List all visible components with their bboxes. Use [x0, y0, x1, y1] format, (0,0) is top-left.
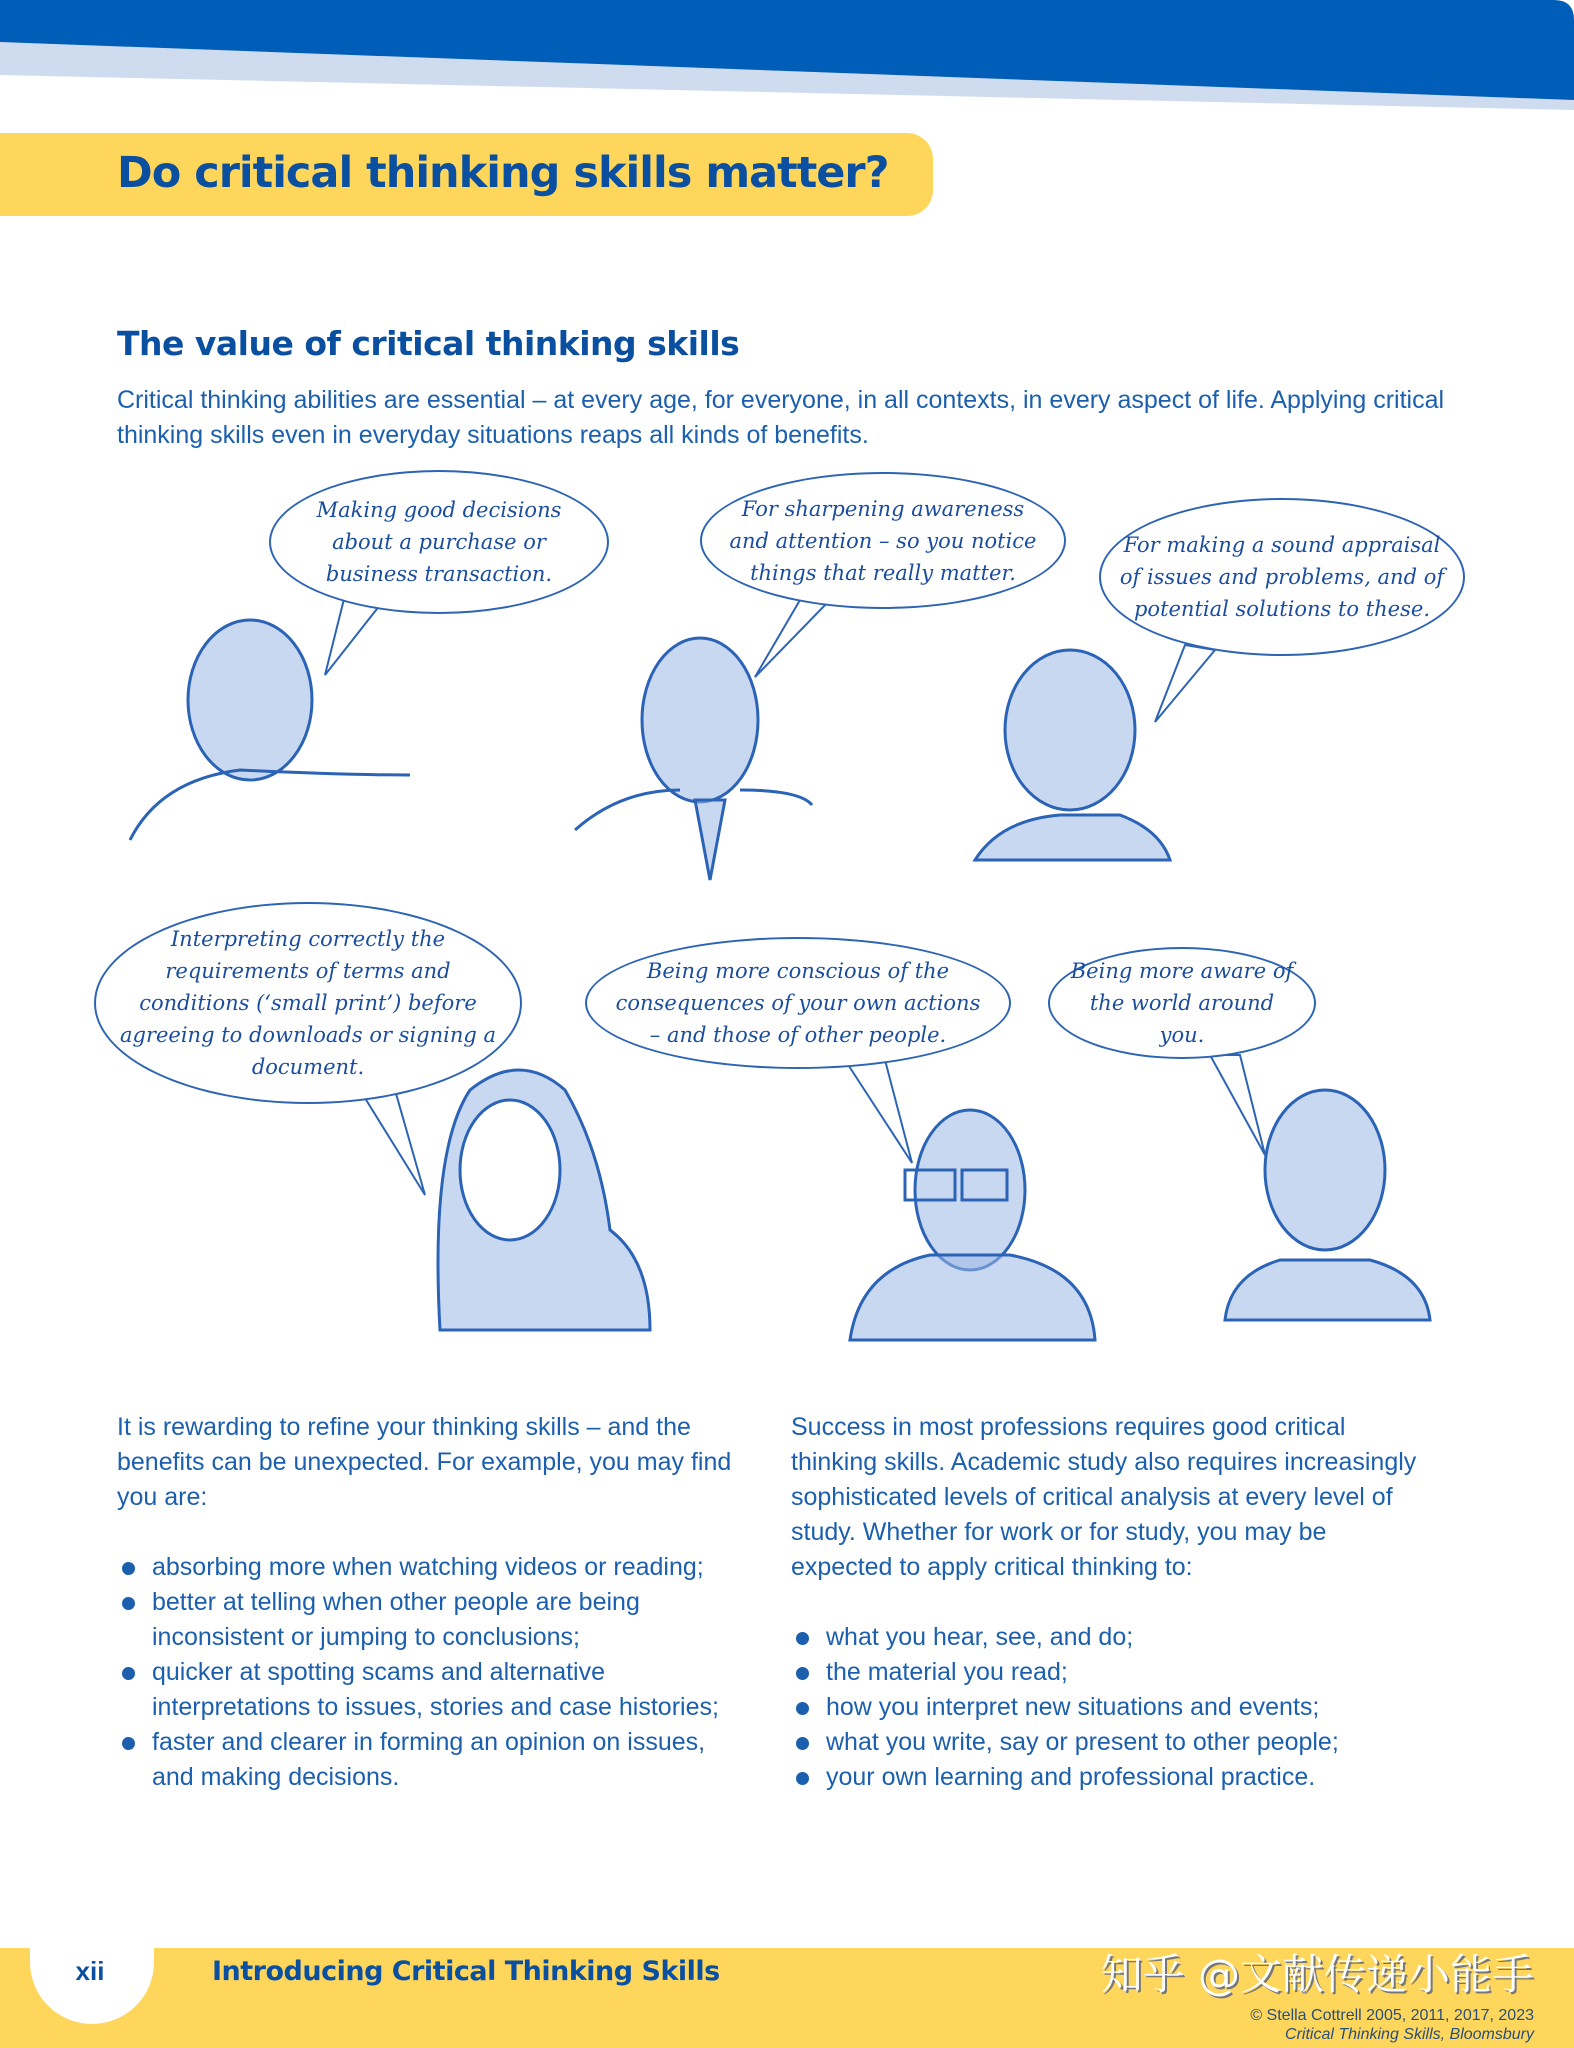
- benefits-list: [117, 1550, 737, 1795]
- speech-bubble: Being more conscious of the consequences of your own actions – and those of other people.: [585, 937, 1011, 1069]
- list-item: faster and clearer in forming an opinion on issues, and making decisions.: [117, 1725, 737, 1795]
- section-heading: The value of critical thinking skills: [117, 324, 740, 363]
- list-item: what you write, say or present to other people;: [791, 1725, 1431, 1760]
- footer-book-title: Introducing Critical Thinking Skills: [212, 1956, 720, 1987]
- speech-bubble: Being more aware of the world around you.: [1048, 947, 1316, 1059]
- right-column: [791, 1410, 1431, 1795]
- list-item: how you interpret new situations and events;: [791, 1690, 1431, 1725]
- watermark: 知乎 @文献传递小能手: [1100, 1950, 1534, 1999]
- speech-bubble: Making good decisions about a purchase or business transaction.: [269, 470, 609, 614]
- copyright-notice: [1250, 2006, 1534, 2044]
- list-item: the material you read;: [791, 1655, 1431, 1690]
- speech-bubble: For making a sound appraisal of issues and problems, and of potential solutions to these.: [1099, 498, 1465, 656]
- list-item: quicker at spotting scams and alternative interpretations to issues, stories and case histories;: [117, 1655, 737, 1725]
- copyright-line: © Stella Cottrell 2005, 2011, 2017, 2023: [1250, 2007, 1534, 2024]
- left-paragraph: It is rewarding to refine your thinking skills – and the benefits can be unexpected. For example, you may find you are:: [117, 1413, 732, 1511]
- right-paragraph: Success in most professions requires good critical thinking skills. Academic study also requires increasingly sophisticated levels of critical analysis at every level of study. Whether for work or for study, you may be expected to apply critical thinking to:: [791, 1413, 1417, 1581]
- page-title: Do critical thinking skills matter?: [117, 148, 889, 198]
- list-item: absorbing more when watching videos or reading;: [117, 1550, 737, 1585]
- speech-bubble: For sharpening awareness and attention – so you notice things that really matter.: [700, 472, 1066, 609]
- applications-list: [791, 1620, 1431, 1795]
- list-item: your own learning and professional practice.: [791, 1760, 1431, 1795]
- copyright-source: Critical Thinking Skills, Bloomsbury: [1285, 2026, 1534, 2043]
- intro-paragraph: Critical thinking abilities are essential – at every age, for everyone, in all contexts, in every aspect of life. Applying critical thinking skills even in everyday situations reaps all kinds of benefits.: [117, 386, 1445, 449]
- list-item: what you hear, see, and do;: [791, 1620, 1431, 1655]
- left-column: [117, 1410, 737, 1795]
- list-item: better at telling when other people are being inconsistent or jumping to conclusions;: [117, 1585, 737, 1655]
- speech-bubble: Interpreting correctly the requirements of terms and conditions (‘small print’) before agreeing to downloads or signing a document.: [94, 902, 522, 1104]
- page-number: xii: [75, 1956, 105, 1986]
